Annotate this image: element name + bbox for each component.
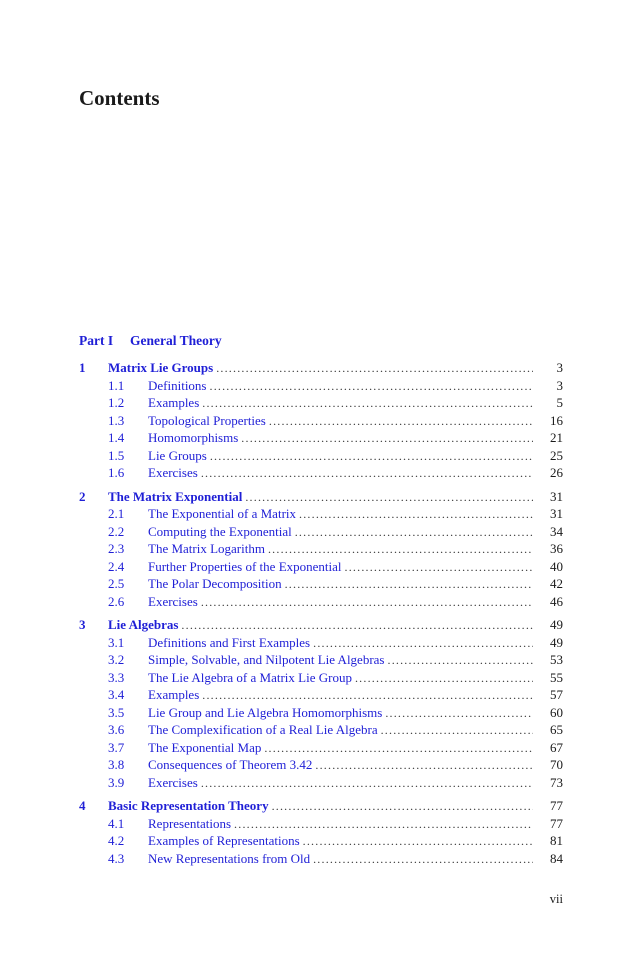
chapter-3 <box>79 616 563 791</box>
page-ref: 84 <box>550 850 563 866</box>
section-number: 4.3 <box>108 850 125 866</box>
page-ref: 5 <box>556 395 563 410</box>
section-title[interactable]: The Complexification of a Real Lie Algebra <box>148 722 378 737</box>
section-title[interactable]: Consequences of Theorem 3.42 <box>148 757 313 772</box>
page-ref: 26 <box>550 465 563 480</box>
section-entry[interactable] <box>79 540 563 558</box>
page-ref: 3 <box>556 377 563 393</box>
page-ref: 34 <box>550 523 563 539</box>
chapter-entry[interactable] <box>79 797 563 815</box>
section-entry[interactable] <box>79 651 563 669</box>
chapter-2 <box>79 488 563 611</box>
section-entry[interactable] <box>79 669 563 687</box>
section-title[interactable]: Simple, Solvable, and Nilpotent Lie Algebras <box>148 652 385 667</box>
dot-leader <box>303 833 533 851</box>
section-title[interactable]: Topological Properties <box>148 412 266 428</box>
page-ref: 55 <box>550 669 563 685</box>
section-title[interactable]: Definitions and First Examples <box>148 634 311 650</box>
section-number: 3.2 <box>108 652 125 667</box>
chapter-number: 2 <box>79 488 86 504</box>
section-title[interactable]: Further Properties of the Exponential <box>148 558 342 574</box>
page-ref: 16 <box>550 412 563 428</box>
part-title: General Theory <box>130 333 222 348</box>
chapter-title[interactable]: Lie Algebras <box>108 617 179 632</box>
section-number: 2.4 <box>108 558 125 574</box>
section-title[interactable]: Examples of Representations <box>148 833 300 848</box>
page-ref: 49 <box>550 617 563 632</box>
dot-leader <box>210 378 534 396</box>
page-ref: 31 <box>550 506 563 521</box>
section-entry[interactable] <box>79 721 563 739</box>
part-heading[interactable] <box>79 333 222 349</box>
page-ref: 81 <box>550 833 563 848</box>
section-entry[interactable] <box>79 394 563 412</box>
chapter-entry[interactable] <box>79 488 563 506</box>
section-number: 2.5 <box>108 576 125 591</box>
section-entry[interactable] <box>79 850 563 868</box>
dot-leader <box>264 740 533 758</box>
page-ref: 77 <box>550 798 563 813</box>
dot-leader <box>202 395 533 413</box>
page-ref: 36 <box>550 541 563 556</box>
section-number: 3.1 <box>108 634 125 650</box>
section-entry[interactable] <box>79 558 563 576</box>
section-title[interactable]: Homomorphisms <box>148 430 239 445</box>
section-title[interactable]: The Lie Algebra of a Matrix Lie Group <box>148 669 352 685</box>
section-entry[interactable] <box>79 774 563 792</box>
section-entry[interactable] <box>79 505 563 523</box>
section-title[interactable]: Computing the Exponential <box>148 523 292 539</box>
section-entry[interactable] <box>79 634 563 652</box>
dot-leader <box>295 524 533 542</box>
section-entry[interactable] <box>79 447 563 465</box>
page-title: Contents <box>79 86 160 110</box>
page-ref: 73 <box>550 774 563 790</box>
page-ref: 70 <box>550 757 563 772</box>
page-ref: 42 <box>550 576 563 591</box>
section-number: 1.2 <box>108 395 125 410</box>
section-entry[interactable] <box>79 593 563 611</box>
section-title[interactable]: The Matrix Logarithm <box>148 541 265 556</box>
section-number: 4.1 <box>108 815 125 831</box>
part-number: Part I <box>79 333 114 348</box>
section-number: 1.3 <box>108 412 125 428</box>
dot-leader <box>388 652 534 670</box>
section-entry[interactable] <box>79 412 563 430</box>
page-ref: 40 <box>550 558 563 574</box>
section-title[interactable]: Definitions <box>148 377 207 393</box>
dot-leader <box>285 576 533 594</box>
section-entry[interactable] <box>79 464 563 482</box>
dot-leader <box>313 635 533 653</box>
section-number: 3.3 <box>108 669 125 685</box>
section-title[interactable]: Examples <box>148 395 200 410</box>
dot-leader <box>181 617 533 635</box>
page-ref: 46 <box>550 593 563 609</box>
dot-leader <box>381 722 533 740</box>
section-entry[interactable] <box>79 523 563 541</box>
chapter-number: 3 <box>79 617 86 632</box>
section-title[interactable]: The Exponential of a Matrix <box>148 506 297 521</box>
section-number: 1.1 <box>108 377 125 393</box>
section-title[interactable]: Exercises <box>148 465 198 480</box>
dot-leader <box>202 687 533 705</box>
page-ref: 25 <box>550 447 563 463</box>
page-ref: 65 <box>550 722 563 737</box>
dot-leader <box>241 430 533 448</box>
page-number: vii <box>549 892 563 906</box>
section-number: 3.9 <box>108 774 125 790</box>
dot-leader <box>245 489 533 507</box>
dot-leader <box>385 705 533 723</box>
chapter-entry[interactable] <box>79 359 563 377</box>
chapter-number: 1 <box>79 360 86 375</box>
page-ref: 57 <box>550 687 563 702</box>
section-number: 4.2 <box>108 833 125 848</box>
dot-leader <box>201 594 533 612</box>
dot-leader <box>345 559 533 577</box>
section-entry[interactable] <box>79 575 563 593</box>
section-title[interactable]: Representations <box>148 815 232 831</box>
page-ref: 77 <box>550 815 563 831</box>
section-entry[interactable] <box>79 704 563 722</box>
section-title[interactable]: Lie Group and Lie Algebra Homomorphisms <box>148 704 383 720</box>
page-ref: 31 <box>550 488 563 504</box>
dot-leader <box>315 757 533 775</box>
dot-leader <box>355 670 533 688</box>
section-number: 2.1 <box>108 506 125 521</box>
section-number: 3.6 <box>108 722 125 737</box>
section-entry[interactable] <box>79 686 563 704</box>
section-number: 3.4 <box>108 687 125 702</box>
dot-leader <box>216 360 533 378</box>
dot-leader <box>201 775 533 793</box>
section-number: 1.6 <box>108 465 125 480</box>
chapter-title[interactable]: Basic Representation Theory <box>108 798 269 813</box>
dot-leader <box>313 851 533 869</box>
section-entry[interactable] <box>79 739 563 757</box>
section-title[interactable]: The Polar Decomposition <box>148 576 282 591</box>
page-ref: 21 <box>550 430 563 445</box>
dot-leader <box>234 816 533 834</box>
section-entry[interactable] <box>79 832 563 850</box>
section-number: 2.3 <box>108 541 125 556</box>
section-number: 3.7 <box>108 739 125 755</box>
section-entry[interactable] <box>79 429 563 447</box>
chapter-entry[interactable] <box>79 616 563 634</box>
chapter-title[interactable]: Matrix Lie Groups <box>108 360 214 375</box>
section-number: 3.8 <box>108 757 125 772</box>
dot-leader <box>201 465 533 483</box>
chapter-number: 4 <box>79 798 86 813</box>
dot-leader <box>269 413 533 431</box>
section-number: 1.4 <box>108 430 125 445</box>
dot-leader <box>210 448 533 466</box>
table-of-contents <box>79 359 563 873</box>
section-title[interactable]: Exercises <box>148 774 198 790</box>
dot-leader <box>299 506 533 524</box>
page-ref: 49 <box>550 634 563 650</box>
section-title[interactable]: Lie Groups <box>148 447 207 463</box>
page-ref: 3 <box>556 360 563 375</box>
dot-leader <box>272 798 533 816</box>
chapter-title[interactable]: The Matrix Exponential <box>108 488 243 504</box>
section-number: 3.5 <box>108 704 125 720</box>
section-entry[interactable] <box>79 377 563 395</box>
section-title[interactable]: The Exponential Map <box>148 739 262 755</box>
section-number: 2.2 <box>108 523 125 539</box>
section-title[interactable]: Examples <box>148 687 200 702</box>
section-number: 1.5 <box>108 447 125 463</box>
section-entry[interactable] <box>79 815 563 833</box>
section-title[interactable]: New Representations from Old <box>148 850 311 866</box>
section-number: 2.6 <box>108 593 125 609</box>
page-ref: 60 <box>550 704 563 720</box>
chapter-1 <box>79 359 563 482</box>
dot-leader <box>268 541 533 559</box>
chapter-4 <box>79 797 563 867</box>
page-ref: 67 <box>550 739 563 755</box>
section-entry[interactable] <box>79 756 563 774</box>
page-ref: 53 <box>550 652 563 667</box>
section-title[interactable]: Exercises <box>148 593 198 609</box>
